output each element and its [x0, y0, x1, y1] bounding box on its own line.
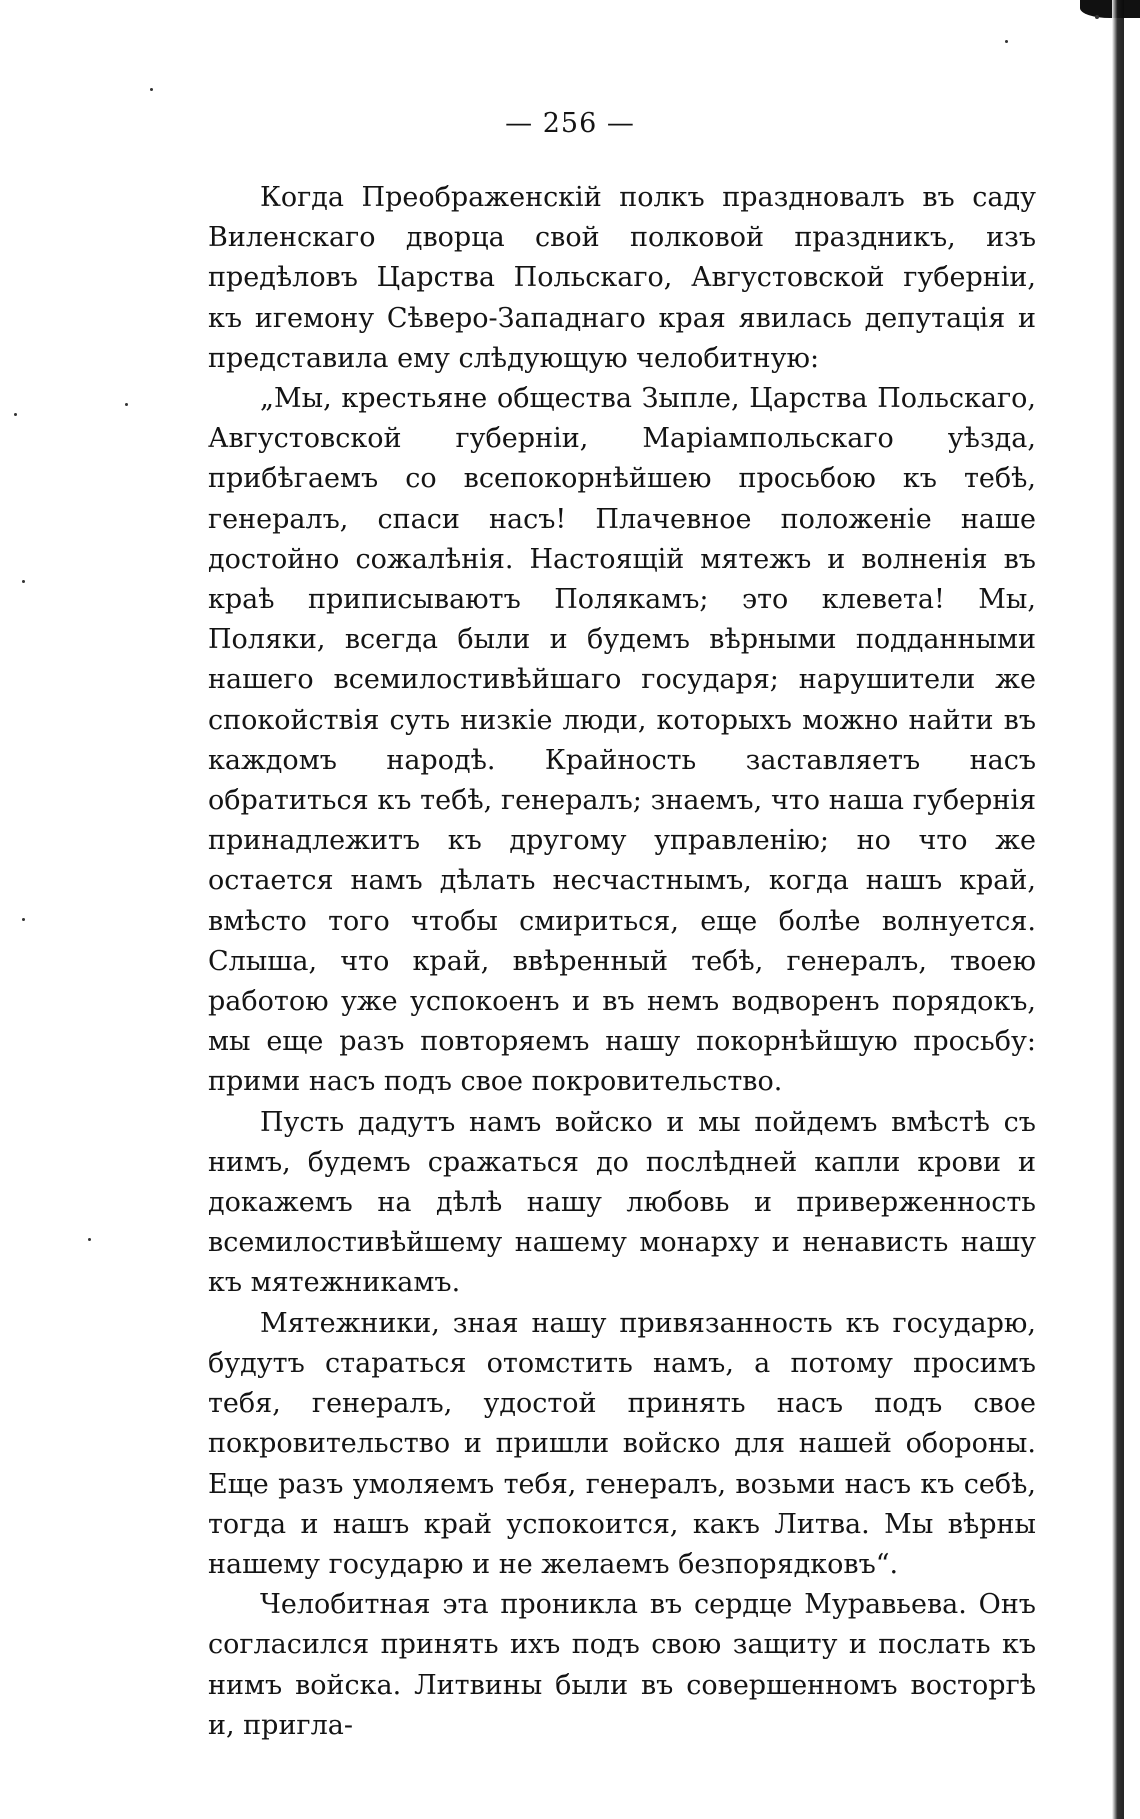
page-number: — 256 —: [505, 108, 635, 139]
main-text: [208, 178, 1036, 1746]
scan-speck: [22, 918, 25, 921]
scan-speck: [88, 1238, 91, 1241]
scan-speck: [22, 580, 25, 583]
scan-speck: [1095, 15, 1099, 19]
paragraph: Пусть дадутъ намъ войско и мы пойдемъ вмѣстѣ съ нимъ, будемъ сражаться до послѣдней капли крови и докажемъ на дѣлѣ нашу любовь и приверженность всемилостивѣйшему нашему монарху и ненависть нашу къ мятежникамъ.: [208, 1106, 1036, 1299]
paragraph: Челобитная эта проникла въ сердце Муравьева. Онъ согласился принять ихъ подъ свою защиту и послать къ нимъ войска. Литвины были въ совершенномъ восторгѣ и, пригла-: [208, 1589, 1036, 1741]
scan-speck: [14, 413, 17, 416]
scan-speck: [125, 403, 128, 406]
scan-speck: [150, 88, 153, 91]
scan-corner-blot: [1080, 0, 1140, 18]
paragraph: Мятежники, зная нашу привязанность къ государю, будутъ стараться отомстить намъ, а потому просимъ тебя, генералъ, удостой принять насъ подъ свое покровительство и пришли войско для нашей обороны. Еще разъ умоляемъ тебя, генералъ, возьми насъ къ себѣ, тогда и нашъ край успокоится, какъ Литва. Мы вѣрны нашему государю и не желаемъ безпорядковъ“.: [208, 1307, 1036, 1580]
paragraph: Когда Преображенскій полкъ праздновалъ въ саду Виленскаго дворца свой полковой праздникъ, изъ предѣловъ Царства Польскаго, Августовской губерніи, къ игемону Сѣверо-Западнаго края явилась депутація и представила ему слѣдующую челобитную:: [208, 182, 1036, 374]
scan-right-edge: [1112, 0, 1124, 1819]
paragraph: „Мы, крестьяне общества Зыпле, Царства Польскаго, Августовской губерніи, Маріампольскаго уѣзда, прибѣгаемъ со всепокорнѣйшею просьбою къ тебѣ, генералъ, спаси насъ! Плачевное положеніе наше достойно сожалѣнія. Настоящій мятежъ и волненія въ краѣ приписываютъ Полякамъ; это клевета! Мы, Поляки, всегда были и будемъ вѣрными подданными нашего всемилостивѣйшаго государя; нарушители же спокойствія суть низкіе люди, которыхъ можно найти въ каждомъ народѣ. Крайность заставляетъ насъ обратиться къ тебѣ, генералъ; знаемъ, что наша губернія принадлежитъ къ другому управленію; но что же остается намъ дѣлать несчастнымъ, когда нашъ край, вмѣсто того чтобы смириться, еще болѣе волнуется. Слыша, что край, ввѣренный тебѣ, генералъ, твоею работою уже успокоенъ и въ немъ водворенъ порядокъ, мы еще разъ повторяемъ нашу покорнѣйшую просьбу: прими насъ подъ свое покровительство.: [208, 383, 1036, 1098]
scan-speck: [1005, 40, 1008, 43]
